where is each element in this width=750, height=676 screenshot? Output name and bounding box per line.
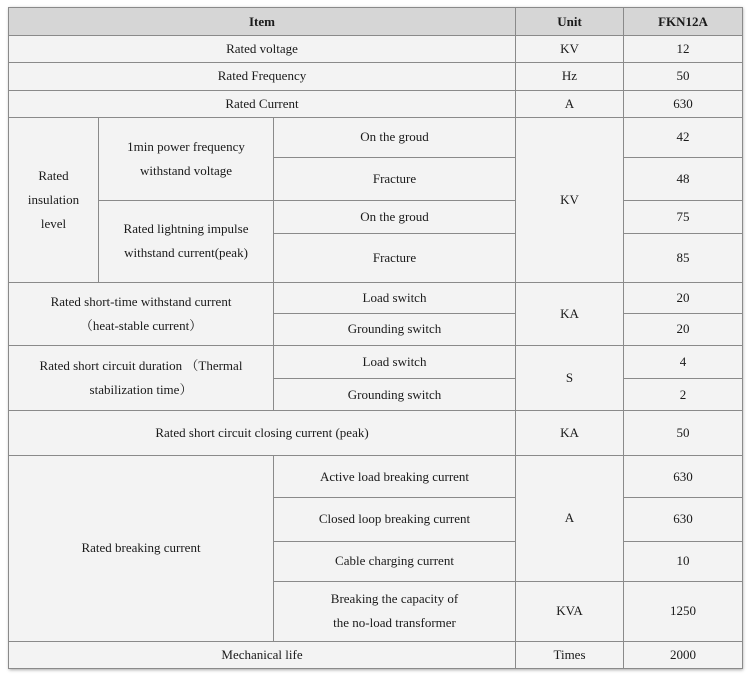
- li-ground-label: On the groud: [274, 200, 516, 233]
- header-row: [9, 8, 743, 36]
- rated-voltage-label: Rated voltage: [9, 36, 516, 63]
- short-duration-label: [9, 345, 274, 411]
- header-unit: Unit: [516, 8, 624, 36]
- breaking-label: Rated breaking current: [9, 455, 274, 641]
- rated-current-value: 630: [624, 90, 743, 117]
- st-grounding-label: Grounding switch: [274, 313, 516, 345]
- rated-frequency-unit: Hz: [516, 63, 624, 90]
- insulation-unit: KV: [516, 117, 624, 283]
- br-cable-value: 10: [624, 541, 743, 581]
- mechanical-life-value: 2000: [624, 641, 743, 668]
- rated-current-unit: A: [516, 90, 624, 117]
- table-row: [9, 283, 743, 313]
- st-load-value: 20: [624, 283, 743, 313]
- lightning-impulse-label: [99, 200, 274, 283]
- sd-grounding-label: Grounding switch: [274, 379, 516, 411]
- power-frequency-label: [99, 117, 274, 200]
- insulation-label-line2: insulation level: [27, 192, 80, 232]
- closing-label: Rated short circuit closing current (peak): [9, 411, 516, 455]
- sd-load-value: 4: [624, 345, 743, 378]
- power-frequency-line1: 1min power frequency: [127, 138, 245, 154]
- header-model: FKN12A: [624, 8, 743, 36]
- table-row: [9, 117, 743, 157]
- br-cable-label: Cable charging current: [274, 541, 516, 581]
- spec-table-container: [8, 7, 742, 669]
- mechanical-life-unit: Times: [516, 641, 624, 668]
- short-duration-line1: Rated short circuit duration （Thermal: [39, 358, 243, 374]
- rated-frequency-value: 50: [624, 63, 743, 90]
- rated-current-label: Rated Current: [9, 90, 516, 117]
- sd-grounding-value: 2: [624, 379, 743, 411]
- br-transformer-unit: KVA: [516, 582, 624, 642]
- lightning-impulse-line2: withstand current(peak): [124, 245, 248, 261]
- br-closed-loop-value: 630: [624, 498, 743, 541]
- br-transformer-line2: the no-load transformer: [333, 615, 456, 631]
- st-grounding-value: 20: [624, 313, 743, 345]
- mechanical-life-label: Mechanical life: [9, 641, 516, 668]
- br-transformer-label: [274, 582, 516, 642]
- table-row: [9, 63, 743, 90]
- short-duration-unit: S: [516, 345, 624, 411]
- pf-fracture-label: Fracture: [274, 158, 516, 200]
- br-active-label: Active load breaking current: [274, 455, 516, 497]
- table-row: [9, 200, 743, 233]
- specification-table: [8, 7, 743, 669]
- li-fracture-value: 85: [624, 233, 743, 282]
- short-time-line2: （heat-stable current）: [79, 318, 203, 334]
- pf-ground-value: 42: [624, 117, 743, 157]
- br-active-value: 630: [624, 455, 743, 497]
- short-time-line1: Rated short-time withstand current: [50, 294, 232, 310]
- table-row: [9, 411, 743, 455]
- pf-fracture-value: 48: [624, 158, 743, 200]
- pf-ground-label: On the groud: [274, 117, 516, 157]
- short-time-label: [9, 283, 274, 346]
- table-row: [9, 90, 743, 117]
- table-row: [9, 345, 743, 378]
- st-load-label: Load switch: [274, 283, 516, 313]
- short-time-unit: KA: [516, 283, 624, 346]
- insulation-label-line1: Rated: [38, 168, 69, 184]
- table-row: [9, 455, 743, 497]
- short-duration-line2: stabilization time）: [89, 382, 193, 398]
- power-frequency-line2: withstand voltage: [139, 162, 233, 178]
- table-row: [9, 641, 743, 668]
- rated-voltage-unit: KV: [516, 36, 624, 63]
- header-item: Item: [9, 8, 516, 36]
- lightning-impulse-line1: Rated lightning impulse: [123, 221, 249, 237]
- closing-value: 50: [624, 411, 743, 455]
- li-fracture-label: Fracture: [274, 233, 516, 282]
- table-row: [9, 36, 743, 63]
- breaking-unit: A: [516, 455, 624, 581]
- rated-voltage-value: 12: [624, 36, 743, 63]
- li-ground-value: 75: [624, 200, 743, 233]
- br-transformer-line1: Breaking the capacity of: [330, 591, 459, 607]
- closing-unit: KA: [516, 411, 624, 455]
- rated-frequency-label: Rated Frequency: [9, 63, 516, 90]
- sd-load-label: Load switch: [274, 345, 516, 378]
- br-transformer-value: 1250: [624, 582, 743, 642]
- insulation-label: [9, 117, 99, 283]
- br-closed-loop-label: Closed loop breaking current: [274, 498, 516, 541]
